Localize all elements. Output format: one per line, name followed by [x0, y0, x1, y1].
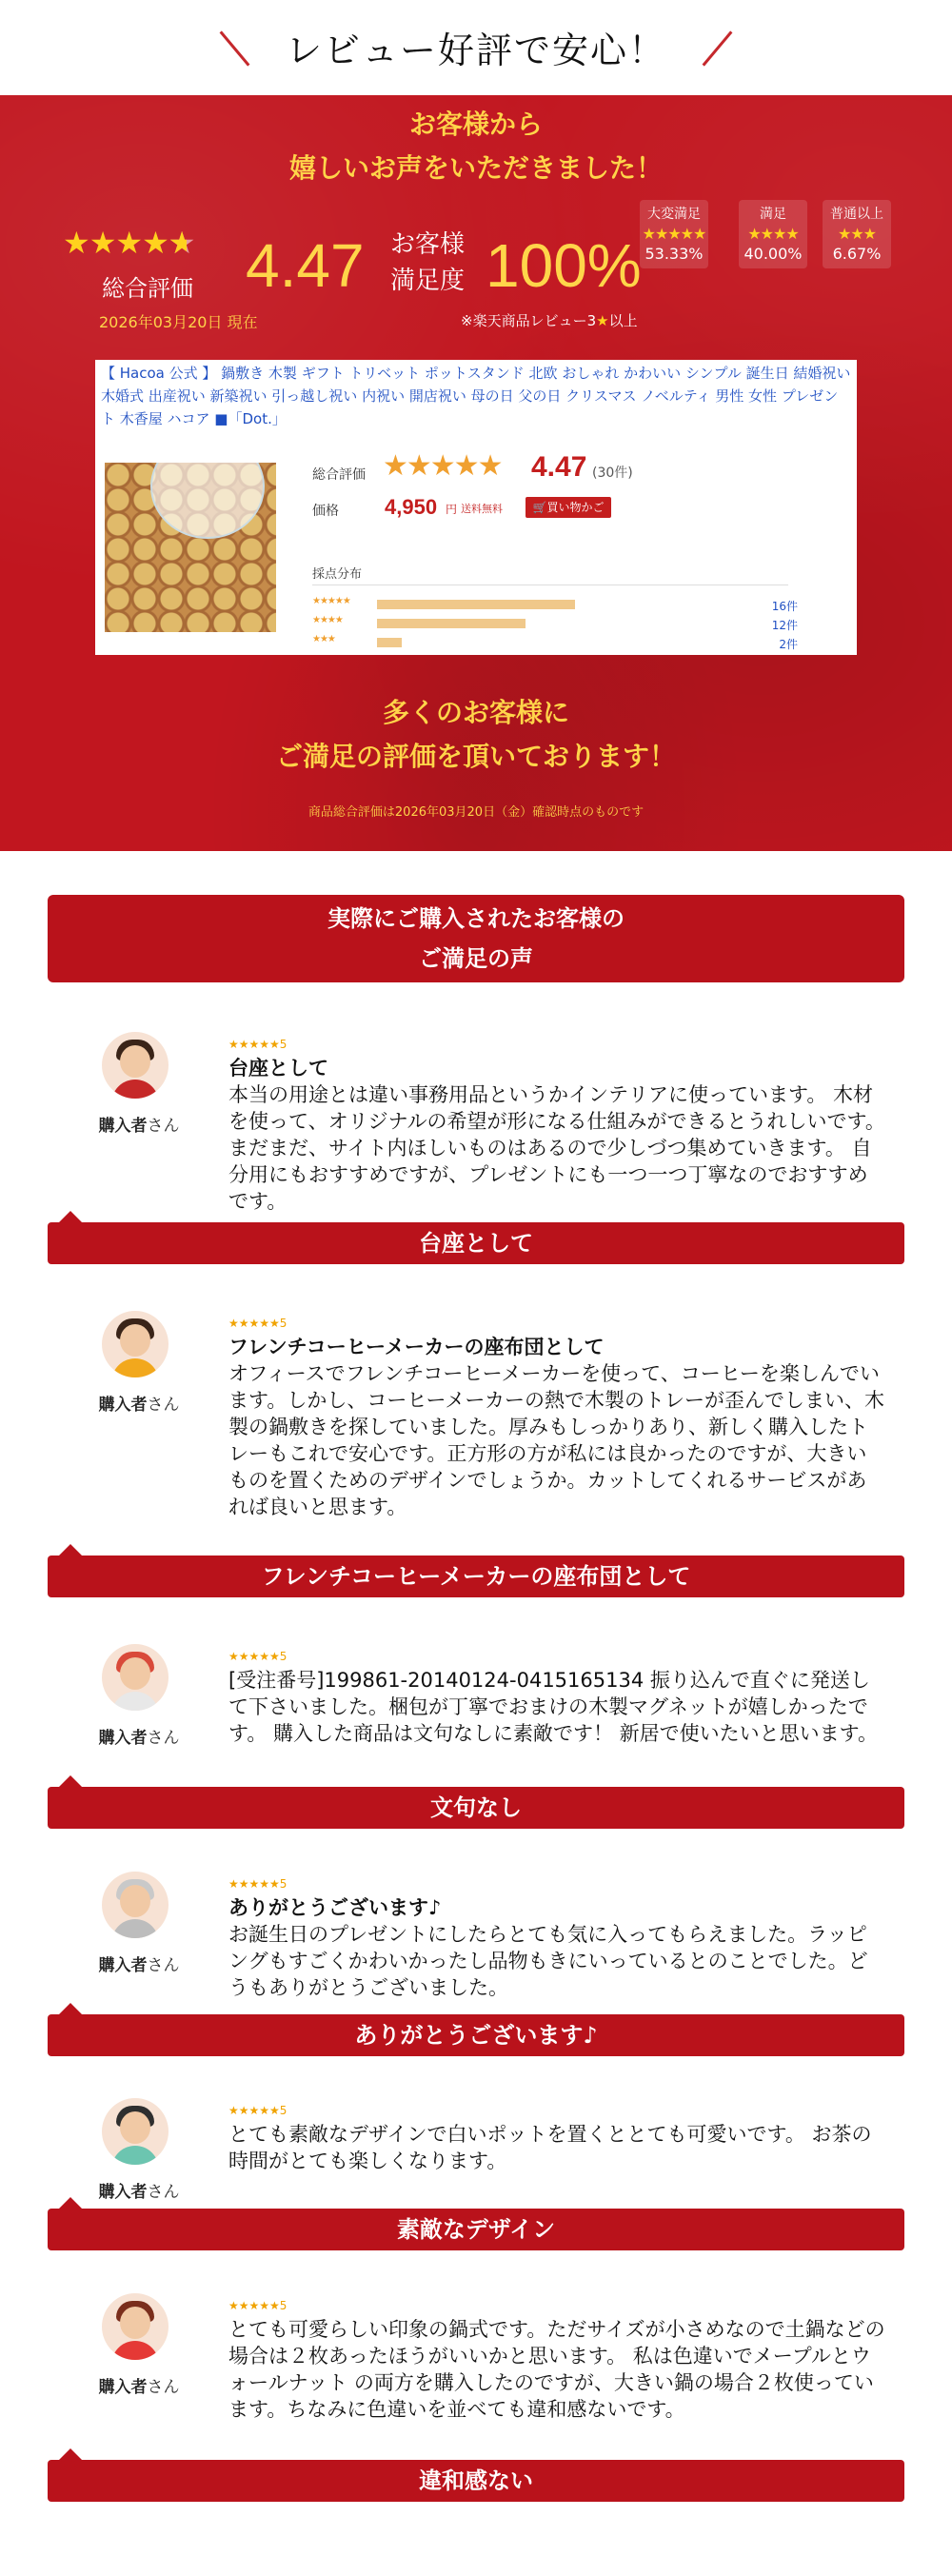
distribution-stars-icon: ★★★ — [312, 634, 335, 644]
buyer-suffix: さん — [147, 1956, 180, 1975]
buyer-suffix: さん — [147, 1117, 180, 1136]
review-item — [0, 2098, 952, 2241]
rating-summary — [0, 217, 952, 341]
review-title: フレンチコーヒーメーカーの座布団として — [228, 1336, 605, 1358]
avatar — [102, 2293, 169, 2360]
dist-box-very-satisfied — [640, 200, 708, 268]
review-stars-icon: ★★★★★5 — [228, 1317, 288, 1330]
page-title: レビュー好評で安心！ — [285, 30, 666, 71]
avatar-face — [120, 2111, 150, 2144]
buyer-name: 購入者 — [98, 1117, 148, 1136]
review-stars-icon: ★★★★★5 — [228, 1650, 288, 1663]
review-tag: 素敵なデザイン — [48, 2209, 904, 2250]
avatar-face — [120, 1885, 150, 1917]
avatar — [102, 1032, 169, 1099]
avatar-body — [111, 1080, 159, 1099]
review-item — [0, 1872, 952, 2062]
satisfaction-label-line1: お客様 — [390, 230, 466, 259]
review-title: ありがとうございます♪ — [228, 1896, 442, 1919]
review-item — [0, 1311, 952, 1596]
voices-banner-line1: 実際にご購入されたお客様の — [327, 905, 625, 932]
product-image[interactable] — [105, 463, 276, 632]
distribution-count[interactable]: 2件 — [779, 638, 798, 651]
satisfaction-percent: 100% — [486, 231, 642, 300]
buyer-suffix: さん — [147, 2183, 180, 2202]
rating-label: 総合評価 — [312, 467, 366, 483]
avatar-face — [120, 1045, 150, 1078]
price-value: 4,950 — [385, 495, 438, 519]
buyer-label — [93, 1391, 185, 1415]
buyer-label — [93, 2373, 185, 2397]
dist-box-satisfied — [739, 200, 807, 268]
review-tag: 違和感ない — [48, 2460, 904, 2502]
buyer-label — [93, 1952, 185, 1975]
overall-score: 4.47 — [246, 231, 365, 300]
buyer-name: 購入者 — [98, 2183, 148, 2202]
product-score: 4.47 — [531, 451, 587, 483]
star-icon: ★ — [596, 312, 609, 329]
review-body: [受注番号]199861-20140124-0415165134 振り込んで直ぐに発送して下さいました。梱包が丁寧でおまけの木製マグネットが嬉しかったです。 購入した商品は文句なしに素敵です！ 新居で使いたいと思います。 — [228, 1669, 878, 1745]
buyer-name: 購入者 — [98, 2378, 148, 2397]
price-label: 価格 — [312, 504, 339, 519]
hero-lead-line1: お客様から — [408, 109, 543, 140]
review-tag: 文句なし — [48, 1787, 904, 1829]
satisfaction-label — [390, 227, 465, 299]
add-to-cart-label: 買い物かご — [546, 501, 605, 514]
buyer-name: 購入者 — [98, 1729, 148, 1748]
avatar — [102, 1311, 169, 1377]
avatar-body — [111, 1358, 159, 1377]
review-note-suffix: 以上 — [608, 312, 638, 329]
dist-box-average-plus — [823, 200, 891, 268]
add-to-cart-button[interactable] — [526, 497, 611, 518]
dist-percent: 53.33% — [645, 245, 704, 263]
product-stars-icon: ★★★★★ — [383, 449, 502, 483]
overall-stars: ★★★★★ ★ — [63, 225, 194, 261]
distribution-bar — [377, 600, 575, 609]
dist-percent: 40.00% — [744, 245, 803, 263]
review-tag: 台座として — [48, 1222, 904, 1264]
hero-bottom-line1: 多くのお客様に — [382, 697, 569, 728]
distribution-count[interactable]: 16件 — [771, 600, 798, 613]
buyer-name: 購入者 — [98, 1956, 148, 1975]
dist-percent: 6.67% — [832, 245, 882, 263]
review-title: 台座として — [228, 1057, 328, 1080]
review-body: とても可愛らしい印象の鍋式です。ただサイズが小さめなので土鍋などの場合は２枚あったほうがいいかと思います。 私は色違いでメープルとウォールナット の両方を購入したのですが、大きい鍋の場合２枚使っています。ちなみに色違いを並べても違和感ないです。 — [228, 2318, 885, 2421]
distribution-stars-icon: ★★★★ — [312, 615, 343, 625]
distribution-title: 採点分布 — [312, 567, 363, 582]
dist-label: 普通以上 — [830, 207, 883, 222]
glass-pot-graphic — [150, 463, 265, 539]
avatar-face — [120, 1324, 150, 1357]
avatar — [102, 1644, 169, 1711]
buyer-suffix: さん — [147, 1729, 180, 1748]
product-title-link[interactable]: 【 Hacoa 公式 】 鍋敷き 木製 ギフト トリベット ポットスタンド 北欧 おしゃれ かわいい シンプル 誕生日 結婚祝い 木婚式 出産祝い 新築祝い 引っ越し祝い 内祝い 開店祝い 母の日 父の日 クリスマス ノベルティ 男性 女性 プレゼント 木香屋 ハコア ■「Dot.」 — [101, 365, 851, 427]
voices-banner-line2: ご満足の声 — [419, 945, 533, 972]
avatar — [102, 1872, 169, 1938]
avatar-body — [111, 1919, 159, 1938]
buyer-suffix: さん — [147, 1396, 180, 1415]
hero-bottom-line2: ご満足の評価を頂いております！ — [275, 741, 676, 772]
review-stars-icon: ★★★★★5 — [228, 1038, 288, 1051]
review-item — [0, 2293, 952, 2522]
as-of-date: 2026年03月20日 現在 — [99, 313, 258, 331]
review-body: オフィースでフレンチコーヒーメーカーを使って、コーヒーを楽しんでいます。しかし、コーヒーメーカーの熱で木製のトレーが歪んでしまい、木製の鍋敷きを探していました。厚みもしっかりあり、新しく購入したトレーもこれで安心です。正方形の方が私には良かったのですが、大きいものを置くためのデザインでしょうか。カットしてくれるサービスがあれば良いと思ます。 — [228, 1362, 885, 1518]
review-stars-icon: ★★★★★5 — [228, 1877, 288, 1891]
hero-lead-line2: 嬉しいお声をいただきました！ — [288, 152, 663, 184]
review-stars-icon: ★★★★★5 — [228, 2104, 288, 2117]
review-count[interactable]: (30件) — [592, 466, 633, 481]
distribution-bar — [377, 619, 526, 628]
buyer-name: 購入者 — [98, 1396, 148, 1415]
satisfaction-label-line2: 満足度 — [390, 267, 466, 295]
shipping-label: 送料無料 — [461, 503, 503, 515]
review-body: お誕生日のプレゼントにしたらとても気に入ってもらえました。ラッピングもすごくかわいかったし品物もきにいっているとのことでした。どうもありがとうございました。 — [228, 1923, 868, 1999]
buyer-label — [93, 2178, 185, 2202]
overall-label: 総合評価 — [102, 275, 193, 302]
dist-stars-icon: ★★★★ — [747, 225, 799, 243]
cart-icon: 🛒 — [532, 501, 547, 514]
hero-rating-panel — [0, 95, 952, 851]
review-note — [461, 310, 638, 330]
avatar-body — [111, 2146, 159, 2165]
fine-print: 商品総合評価は2026年03月20日（金）確認時点のものです — [307, 805, 645, 820]
buyer-suffix: さん — [147, 2378, 180, 2397]
distribution-count[interactable]: 12件 — [771, 619, 798, 632]
price-currency: 円 — [446, 503, 458, 516]
dist-stars-icon: ★★★ — [837, 225, 877, 243]
dist-stars-icon: ★★★★★ — [642, 225, 706, 243]
review-tag: フレンチコーヒーメーカーの座布団として — [48, 1556, 904, 1597]
review-item — [0, 1032, 952, 1260]
reviews-section — [0, 851, 952, 2576]
dist-label: 満足 — [760, 207, 786, 222]
avatar-body — [111, 2341, 159, 2360]
avatar-body — [111, 1692, 159, 1711]
dist-label: 大変満足 — [647, 207, 701, 222]
avatar-face — [120, 1657, 150, 1690]
review-body: 本当の用途とは違い事務用品というかインテリアに使っています。 木材を使って、オリジナルの希望が形になる仕組みができるとうれしいです。 まだまだ、サイト内ほしいものはあるので少しづつ集めていきます。 自分用にもおすすめですが、プレゼントにも一つ一つ丁寧なのでおすすめです。 — [228, 1083, 885, 1213]
review-body: とても素敵なデザインで白いポットを置くととても可愛いです。 お茶の時間がとても楽しくなります。 — [228, 2123, 872, 2172]
distribution-row-4[interactable] — [312, 615, 798, 634]
review-item — [0, 1644, 952, 1834]
section-header — [0, 0, 952, 95]
distribution-stars-icon: ★★★★★ — [312, 596, 350, 606]
distribution-bar — [377, 638, 402, 647]
distribution-row-3[interactable] — [312, 634, 798, 653]
buyer-label — [93, 1112, 185, 1136]
voices-banner — [48, 895, 904, 982]
review-note-text: ※楽天商品レビュー3 — [461, 312, 597, 329]
avatar-face — [120, 2307, 150, 2339]
review-stars-icon: ★★★★★5 — [228, 2299, 288, 2312]
avatar — [102, 2098, 169, 2165]
buyer-label — [93, 1724, 185, 1748]
product-card — [95, 360, 857, 655]
review-tag: ありがとうございます♪ — [48, 2014, 904, 2056]
distribution-row-5[interactable] — [312, 596, 798, 615]
